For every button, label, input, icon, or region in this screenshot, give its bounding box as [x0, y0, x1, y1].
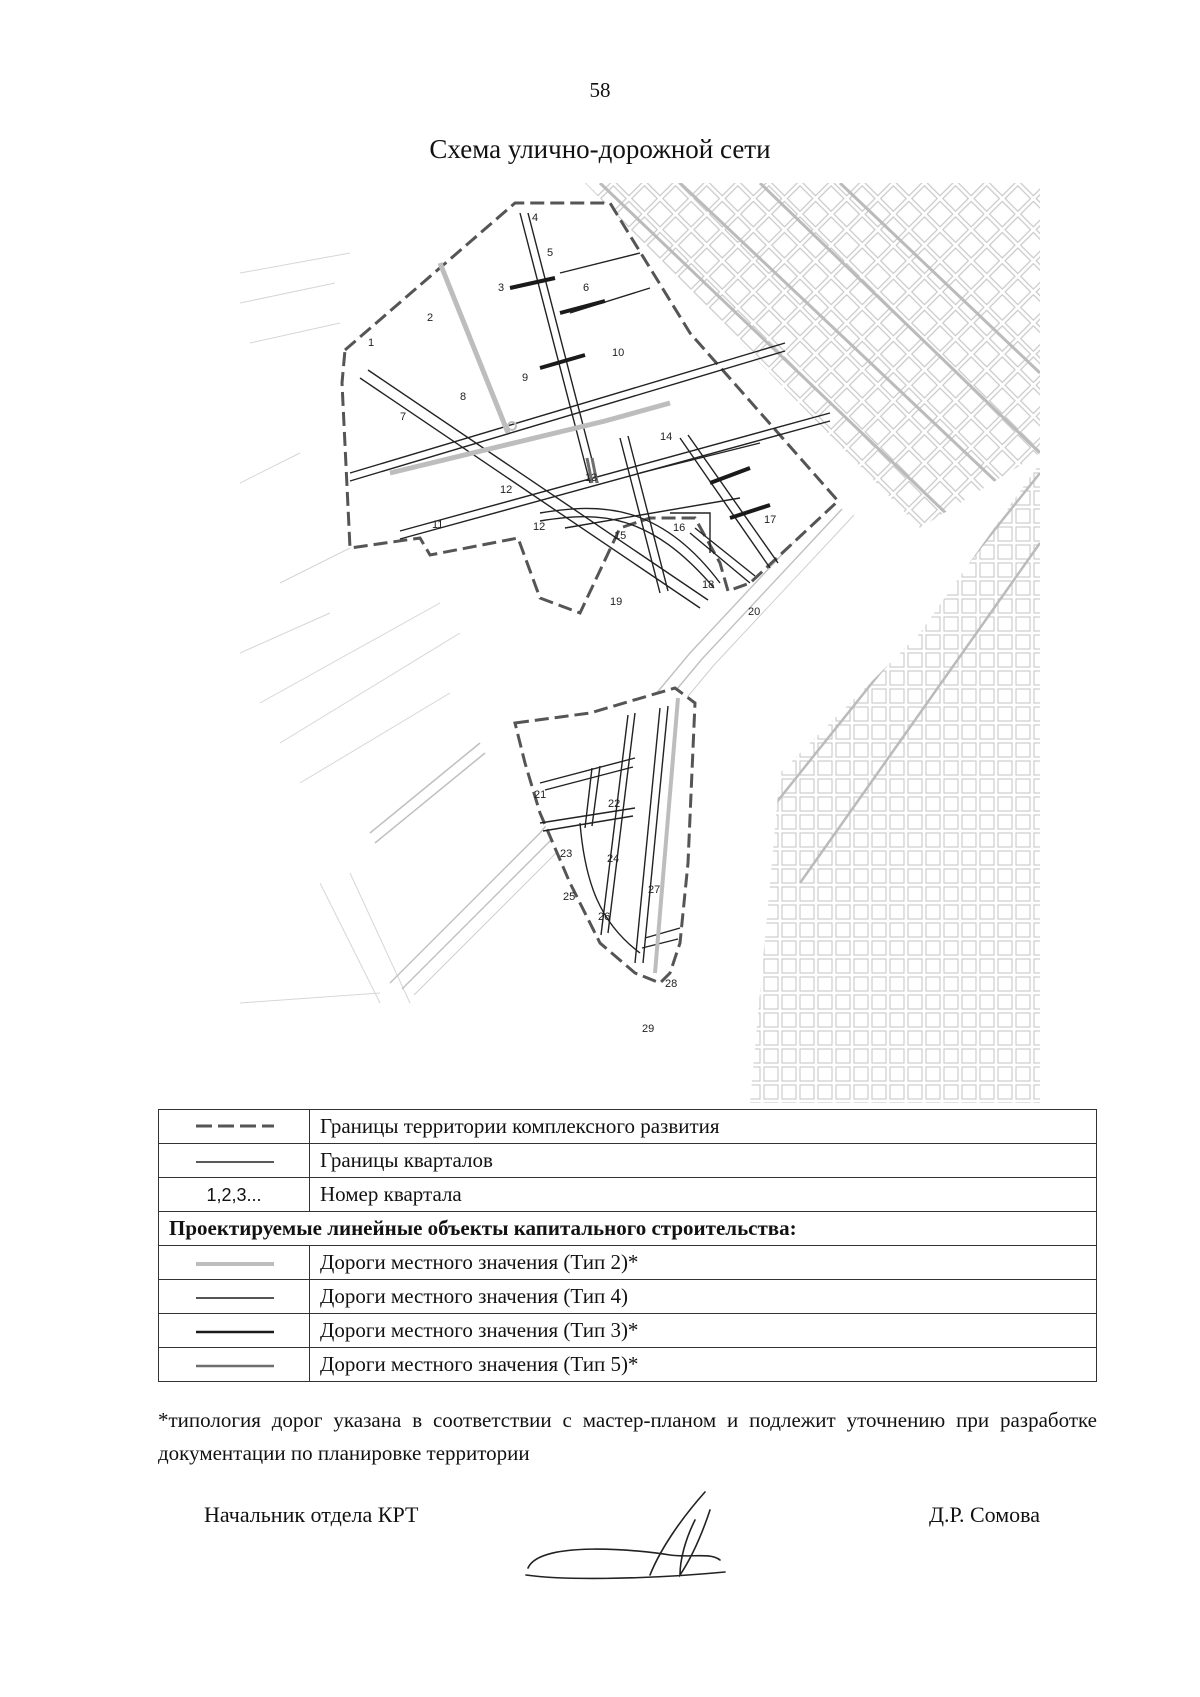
page-title: Схема улично-дорожной сети: [429, 134, 771, 164]
legend-section-row: [159, 1212, 1097, 1246]
legend-row: [159, 1348, 1097, 1382]
legend-label: Дороги местного значения (Тип 3)*: [310, 1314, 1097, 1348]
signer-name: Д.Р. Сомова: [929, 1502, 1041, 1527]
quarter-label: 12: [533, 521, 546, 533]
legend-row: [159, 1144, 1097, 1178]
quarter-label: 16: [673, 522, 686, 534]
quarter-label: 10: [612, 347, 625, 359]
quarter-label: 29: [642, 1023, 655, 1035]
signer-title: Начальник отдела КРТ: [204, 1502, 419, 1527]
legend-symbol-road-type-5: [159, 1348, 310, 1382]
legend-symbol-quarter-number: [159, 1178, 310, 1212]
quarter-label: 12: [500, 484, 513, 496]
quarter-label: 22: [608, 798, 621, 810]
page-number: 58: [589, 78, 611, 102]
legend-label: Дороги местного значения (Тип 5)*: [310, 1348, 1097, 1382]
quarter-label: 13: [585, 472, 598, 484]
quarter-label: 1: [368, 337, 375, 349]
legend-symbol-text: 1,2,3...: [206, 1185, 262, 1205]
street-network-map: [240, 183, 1040, 1103]
legend-symbol-road-type-3: [159, 1314, 310, 1348]
legend-row: [159, 1280, 1097, 1314]
legend-label: Границы территории комплексного развития: [310, 1110, 1097, 1144]
legend-symbol-quarter-boundary: [159, 1144, 310, 1178]
quarter-label: 18: [702, 579, 715, 591]
quarter-label: 27: [648, 884, 661, 896]
territory-south: [515, 688, 695, 983]
quarter-label: 15: [614, 530, 627, 542]
map-legend: [158, 1109, 1097, 1382]
quarter-label: 5: [547, 247, 554, 259]
quarter-label: 14: [660, 431, 673, 443]
quarter-label: 11: [432, 519, 444, 531]
legend-symbol-road-type-4: [159, 1280, 310, 1314]
legend-row: [159, 1246, 1097, 1280]
legend-row: [159, 1178, 1097, 1212]
quarter-label: 26: [598, 911, 611, 923]
quarter-label: 8: [460, 391, 467, 403]
legend-section-heading: Проектируемые линейные объекты капитального строительства:: [159, 1212, 1097, 1246]
handwritten-signature: [520, 1480, 750, 1590]
quarter-label: 2: [427, 312, 434, 324]
legend-symbol-road-type-2: [159, 1246, 310, 1280]
quarter-label: 21: [534, 789, 547, 801]
legend-row: [159, 1314, 1097, 1348]
quarter-label: 17: [764, 514, 777, 526]
quarter-label: 6: [583, 282, 590, 294]
legend-symbol-dashed-boundary: [159, 1110, 310, 1144]
quarter-label: 23: [560, 848, 573, 860]
quarter-label: 9: [522, 372, 529, 384]
quarter-label: 28: [665, 978, 678, 990]
quarter-label: 20: [748, 606, 761, 618]
quarter-label: 19: [610, 596, 623, 608]
footnote: *типология дорог указана в соответствии с мастер-планом и подлежит уточнению при разработке документации по планировке территории: [158, 1408, 1097, 1465]
quarter-label: 3: [498, 282, 505, 294]
legend-row: [159, 1110, 1097, 1144]
legend-label: Границы кварталов: [310, 1144, 1097, 1178]
quarter-label: 4: [532, 212, 539, 224]
quarter-label: 24: [607, 853, 620, 865]
legend-label: Номер квартала: [310, 1178, 1097, 1212]
legend-label: Дороги местного значения (Тип 4): [310, 1280, 1097, 1314]
quarter-label: 7: [400, 411, 407, 423]
legend-label: Дороги местного значения (Тип 2)*: [310, 1246, 1097, 1280]
quarter-label: 25: [563, 891, 576, 903]
